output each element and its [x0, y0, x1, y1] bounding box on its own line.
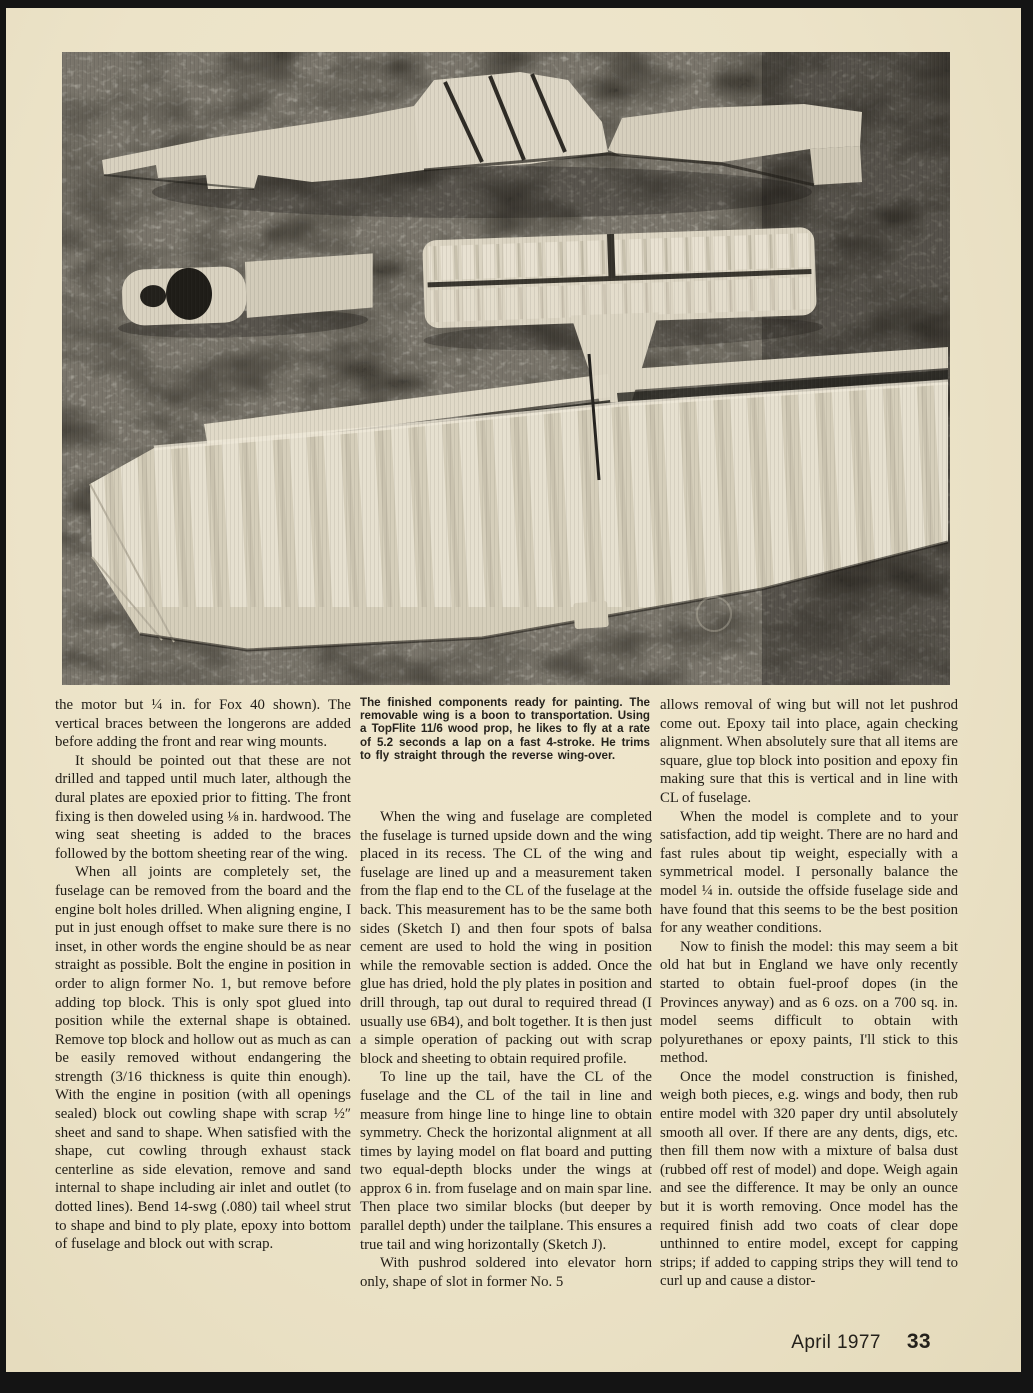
paragraph: With pushrod soldered into elevator horn only, shape of slot in former No. 5: [360, 1255, 652, 1290]
paragraph: Now to finish the model: this may seem a bit old hat but in England we have only recently started to obtain fuel-proof dopes (in the Provinces anyway) and as 6 ozs. on a 700 sq. in. model seems difficult to obtain with polyurethanes or epoxy paints, I'll stick to this method.: [660, 938, 958, 1067]
issue-date: April 1977: [791, 1332, 881, 1353]
page-number: 33: [906, 1330, 931, 1353]
paper: [6, 8, 1021, 1372]
paragraph: Once the model construction is finished, weigh both pieces, e.g. wings and body, then rub entire model with 320 paper dry until absolutely smooth all over. If there are any dents, digs, etc. then fill them now with a mixture of balsa dust (rubbed off rest of model) and dope. Weigh again and see the difference. It may be only an ounce but it is worth removing. Once model has the required finish add two coats of clear dope unthinned to entire model, except for capping strips; if added to capping strips they will tend to curl up and cause a distor-: [660, 1068, 958, 1290]
paragraph: When the wing and fuselage are completed the fuselage is turned upside down and the wing placed in its recess. The CL of the wing and fuselage are lined up and a measurement taken from the flap end to the CL of the fuselage at the back. This measurement has to be the same both sides (Sketch I) and then four spots of balsa cement are used to hold the wing in position while the removable section is added. Once the glue has dried, hold the ply plates in position and drill through, tap out dural to required thread (I usually use 6B4), and bolt together. It is then just a simple operation of packing out with scrap block and sheeting to obtain required profile.: [360, 809, 652, 1067]
paragraph: allows removal of wing but will not let pushrod come out. Epoxy tail into place, again checking alignment. When absolutely sure that all items are square, glue top block into position and epoxy fin making sure that this is vertical and in line with CL of fuselage.: [660, 697, 958, 806]
components-photo: [62, 52, 950, 685]
paragraph: When all joints are completely set, the fuselage can be removed from the board and the engine bolt holes drilled. When aligning engine, I put in just enough offset to make sure there is no inset, in other words the engine should be as near straight as possible. Bolt the engine in position in order to align former No. 1, but remove before adding top block. This is only spot glued into position while the external shape is obtained. Remove top block and hollow out as much as can be easily removed without endangering the strength (3/16 thickness is quite thin enough). With the engine in position (with all openings sealed) block out cowling shape with scrap ½″ sheet and sand to shape. When satisfied with the shape, cut cowling through exhaust stack centerline as side elevation, remove and sand internal to shape including air inlet and outlet (to dotted lines). Bend 14-swg (.080) tail wheel strut to shape and bind to ply plate, epoxy into bottom of fuselage and block out with scrap.: [55, 864, 351, 1253]
wing-center-tab: [573, 601, 609, 629]
article-column-1: [55, 696, 351, 1254]
photo-caption: The finished components ready for painting. The removable wing is a boon to transportation. Using a TopFlite 11/6 wood prop, he likes to fly at a rate of 5.2 seconds a lap on a fast 4-stroke. He trims to fly straight through the reverse wing-over.: [360, 696, 650, 762]
paragraph: It should be pointed out that these are not drilled and tapped until much later, although the dural plates are epoxied prior to fitting. The front fixing is then doweled using ⅛ in. hardwood. The wing seat sheeting is added to the braces followed by the bottom sheeting rear of the wing.: [55, 752, 351, 862]
article-column-3: [660, 696, 958, 1291]
paragraph: the motor but ¼ in. for Fox 40 shown). The vertical braces between the longerons are added before adding the front and rear wing mounts.: [55, 697, 351, 751]
page-footer: [791, 1330, 931, 1354]
paragraph: To line up the tail, have the CL of the fuselage and the CL of the tail in line and measure from hinge line to hinge line to obtain symmetry. Check the horizontal alignment at all times by laying model on flat board and putting two equal-depth blocks under the wings at approx 6 in. from fuselage and on main spar line. Then place two similar blocks (but deeper by parallel depth) under the tailplane. This ensures a true tail and wing horizontally (Sketch J).: [360, 1069, 652, 1253]
paragraph: When the model is complete and to your satisfaction, add tip weight. There are no hard and fast rules about tip weight, especially with a symmetrical model. I personally balance the model ¼ in. outside the offside fuselage side and have found that this seems to be the best position for any weather conditions.: [660, 808, 958, 937]
article-column-2: [360, 808, 652, 1291]
components-photo-art: [62, 52, 950, 685]
